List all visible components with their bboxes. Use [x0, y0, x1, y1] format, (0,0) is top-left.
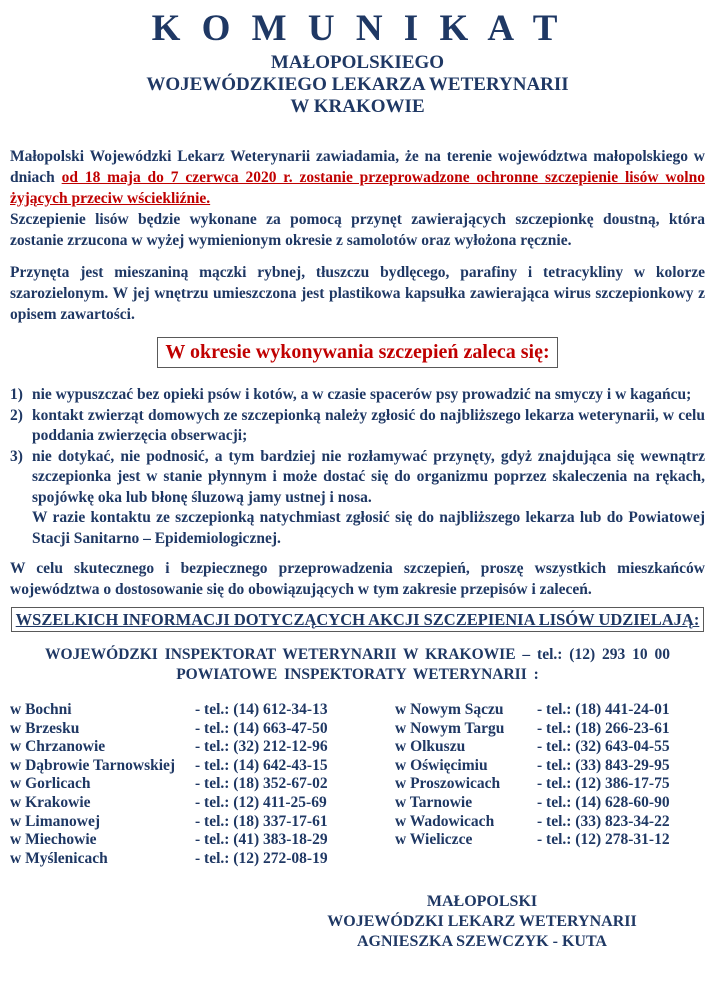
subtitle-line-2: WOJEWÓDZKIEGO LEKARZA WETERYNARII [146, 74, 569, 95]
list-item-3 [10, 447, 705, 550]
vaccination-dates-highlight: od 18 maja do 7 czerwca 2020 r. zostanie przeprowadzone ochronne szczepienie lisów wolno żyjących przeciw wściekliźnie. [10, 169, 705, 207]
phone-label: - tel.: (14) 612-34-13 [195, 701, 328, 718]
city-label: w Nowym Sączu [395, 701, 504, 718]
subtitle-line-1: MAŁOPOLSKIEGO [270, 52, 445, 73]
phone-label: - tel.: (33) 823-34-22 [537, 812, 670, 830]
contact-row [10, 813, 395, 832]
contact-row [395, 813, 705, 832]
district-inspectorates-line: POWIATOWE INSPEKTORATY WETERYNARII : [176, 666, 539, 683]
city-label: w Tarnowie [395, 793, 473, 811]
list-item-3-main: nie dotykać, nie podnosić, a tym bardziej nie rozłamywać przynęty, gdyż znajdująca się wewnątrz szczepionka jest w stanie płynnym i może dostać się do organizmu poprzez skaleczenia na rękach, spojówkę oka lub błonę śluzową jamy ustnej i nosa. [32, 447, 705, 506]
signature-line-2: WOJEWÓDZKI LEKARZ WETERYNARII [327, 913, 637, 931]
phone-label: - tel.: (33) 843-29-95 [537, 756, 670, 774]
info-boxed-heading-text: WSZELKICH INFORMACJI DOTYCZĄCYCH AKCJI SZCZEPIENIA LISÓW UDZIELAJĄ: [15, 610, 700, 629]
info-boxed-heading [11, 607, 705, 632]
phone-label: - tel.: (18) 352-67-02 [195, 775, 328, 793]
contact-row [395, 701, 705, 720]
city-label: w Bochni [10, 701, 72, 718]
contact-row [395, 831, 705, 850]
city-label: w Nowym Targu [395, 719, 505, 737]
phone-label: - tel.: (12) 411-25-69 [195, 793, 327, 811]
city-label: w Chrzanowie [10, 738, 106, 756]
list-marker-1: 1) [10, 386, 23, 403]
phone-label: - tel.: (18) 441-24-01 [537, 701, 670, 718]
phone-label: - tel.: (14) 663-47-50 [195, 719, 328, 737]
signature-line-3: AGNIESZKA SZEWCZYK - KUTA [357, 933, 607, 951]
contact-row [395, 720, 705, 739]
contact-row [395, 757, 705, 776]
contact-row [10, 831, 395, 850]
signature-line-1: MAŁOPOLSKI [426, 893, 538, 911]
subtitle-line-3: W KRAKOWIE [290, 96, 425, 117]
city-label: w Limanowej [10, 812, 100, 830]
list-item-3-text [32, 447, 705, 550]
contact-row [10, 850, 395, 869]
recommendations-heading-wrap [10, 337, 705, 368]
appeal-paragraph: W celu skutecznego i bezpiecznego przeprowadzenia szczepień, proszę wszystkich mieszkańców województwa o dostosowanie się do obowiązujących w tym zakresie przepisów i zaleceń. [10, 560, 705, 598]
phone-label: - tel.: (41) 383-18-29 [195, 831, 328, 849]
contact-row [10, 701, 395, 720]
contact-row [395, 775, 705, 794]
intro-paragraph [10, 146, 705, 209]
city-label: w Miechowie [10, 831, 97, 849]
phone-label: - tel.: (14) 628-60-90 [537, 793, 670, 811]
city-label: w Wadowicach [395, 812, 495, 830]
signature-block [302, 892, 662, 952]
city-label: w Oświęcimiu [395, 756, 488, 774]
voivodeship-inspectorate-line: WOJEWÓDZKI INSPEKTORAT WETERYNARII W KRAKOWIE – tel.: (12) 293 10 00 [45, 646, 670, 663]
contact-row [10, 775, 395, 794]
contact-row [10, 720, 395, 739]
list-item-3-extra: W razie kontaktu ze szczepionką natychmiast zgłosić się do najbliższego lekarza lub do Powiatowej Stacji Sanitarno – Epidemiologicznej. [32, 509, 705, 547]
list-item-1-text: nie wypuszczać bez opieki psów i kotów, a w czasie spacerów psy prowadzić na smyczy i w kagańcu; [32, 386, 692, 403]
city-label: w Myślenicach [10, 849, 108, 867]
phone-label: - tel.: (18) 337-17-61 [195, 812, 328, 830]
city-label: w Dąbrowie Tarnowskiej [10, 756, 176, 774]
contacts-table [10, 701, 705, 868]
page-title: K O M U N I K A T [151, 8, 564, 49]
contacts-left-column [10, 701, 395, 868]
contact-row [395, 794, 705, 813]
list-item-2-text: kontakt zwierząt domowych ze szczepionką należy zgłosić do najbliższego lekarza weterynarii, w celu poddania zwierzęcia obserwacji; [32, 406, 705, 444]
recommendations-heading: W okresie wykonywania szczepień zaleca się: [157, 337, 557, 368]
city-label: w Brzesku [10, 719, 80, 737]
list-marker-3: 3) [10, 447, 23, 465]
list-marker-2: 2) [10, 406, 23, 424]
contact-row [10, 794, 395, 813]
contact-row [10, 757, 395, 776]
city-label: w Wieliczce [395, 831, 473, 849]
city-label: w Gorlicach [10, 775, 91, 793]
info-heading-wrap [10, 607, 705, 632]
recommendations-list [10, 385, 705, 549]
intro-prefix-text: Małopolski Wojewódzki Lekarz Weterynarii zawiadamia, że na terenie województwa małopolskiego w dniach [10, 148, 705, 186]
phone-label: - tel.: (12) 386-17-75 [537, 775, 670, 793]
phone-label: - tel.: (18) 266-23-61 [537, 719, 670, 737]
phone-label: - tel.: (14) 642-43-15 [195, 756, 328, 774]
list-item-1 [10, 385, 705, 406]
city-label: w Krakowie [10, 793, 91, 811]
intro-paragraph-line2: Szczepienie lisów będzie wykonane za pomocą przynęt zawierających szczepionkę doustną, która zostanie zrzucona w wyżej wymienionym okresie z samolotów oraz wyłożona ręcznie. [10, 211, 705, 249]
phone-label: - tel.: (12) 272-08-19 [195, 849, 328, 867]
city-label: w Olkuszu [395, 738, 466, 756]
phone-label: - tel.: (12) 278-31-12 [537, 831, 670, 849]
phone-label: - tel.: (32) 643-04-55 [537, 738, 670, 756]
contact-row [10, 738, 395, 757]
city-label: w Proszowicach [395, 775, 501, 793]
contacts-right-column [395, 701, 705, 868]
bait-description-paragraph: Przynęta jest mieszaniną mączki rybnej, tłuszczu bydlęcego, parafiny i tetracykliny w kolorze szarozielonym. W jej wnętrzu umieszczona jest plastikowa kapsułka zawierająca wirus szczepionkowy z opisem zawartości. [10, 264, 705, 323]
list-item-2 [10, 406, 705, 447]
contact-row [395, 738, 705, 757]
phone-label: - tel.: (32) 212-12-96 [195, 738, 328, 756]
